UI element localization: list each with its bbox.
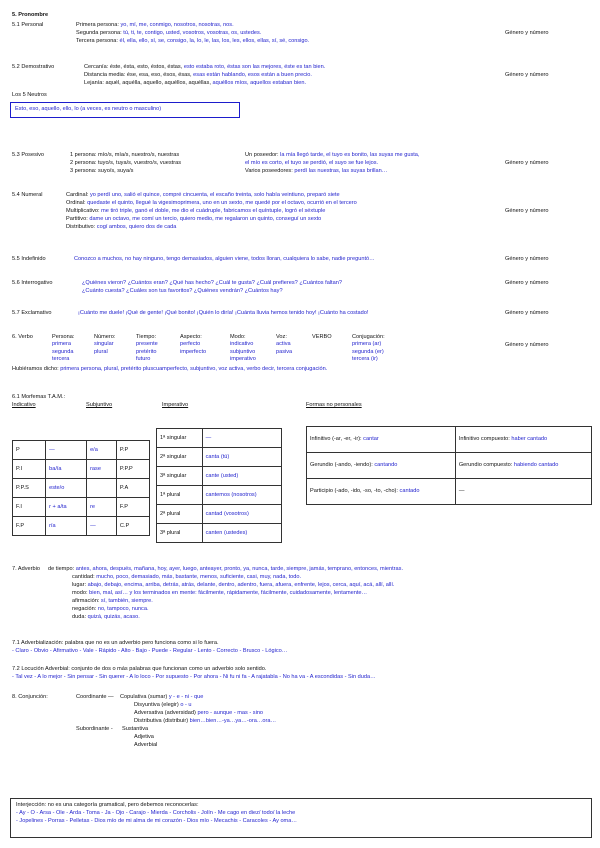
table-cell: cante (usted) — [202, 467, 281, 486]
interrogativo-l1: ¿Quiénes vieron? ¿Cuántos eran? ¿Qué has hecho? ¿Cuál te gusta? ¿Cuál prefieres? ¿Cuántos faltan? — [82, 280, 342, 286]
verbo-col-item: singular — [94, 341, 114, 348]
table-cell — [455, 427, 591, 453]
personal-p2 — [76, 30, 261, 37]
pos-r1-label: Un poseedor: — [245, 152, 279, 158]
verbo-col-item: plural — [94, 348, 108, 355]
np-label: Gerundio compuesto: — [458, 462, 513, 468]
verbo-col-title: Persona: — [52, 334, 75, 340]
verbo-col-item: segunda — [52, 348, 74, 355]
table-cell: e/a — [87, 441, 117, 460]
adv-text: no, tampoco, nunca. — [97, 606, 149, 612]
pos-r1 — [245, 152, 419, 159]
adv-tiempo — [48, 566, 403, 573]
demo-c-k: éste, ésta, esto, éstos, éstas, — [109, 64, 183, 70]
pos-r2: el mío es corto, el tuyo se perdió, el suyo se fue lejos. — [245, 160, 379, 166]
conj-c4 — [134, 718, 276, 725]
conj-s2: Adjetiva — [134, 734, 154, 740]
interjeccion-l1: - Ay - O - Arsa - Ole - Arda - Toma - Ja - Ojo - Carajo - Mierda - Corcholis - Jolín - Me cago en diez/ todo/ la leche — [16, 810, 296, 816]
morfemas-no-personales-label: Formas no personales — [306, 402, 362, 408]
locucion-head: 7.2 Locución Adverbial: — [12, 666, 70, 672]
table-cell: canta (tú) — [202, 448, 281, 467]
p2-label: Segunda persona: — [76, 30, 122, 36]
pos-r3 — [245, 168, 387, 175]
conj-c1 — [120, 694, 203, 701]
p1-label: Primera persona: — [76, 22, 119, 28]
num-mu-text: me tiró triple, ganó el doble, me dio el cuádruple, fabricamos el quíntuple, logró el séxtuple — [101, 208, 326, 214]
table-cell: C.P — [116, 517, 149, 536]
table-cell: 2ª plural — [157, 505, 203, 524]
verbo-col-numero — [94, 334, 115, 356]
table-cell: F.I — [13, 498, 46, 517]
interjeccion-l2: - Jopelines - Porras - Pelletas - Dios mío de mi alma de mi corazón - Dios mío - Mecachis - Caracoles - Ay oma… — [16, 818, 297, 824]
adv-text: antes, ahora, después, mañana, hoy, ayer, luego, anteayer, pronto, ya, nunca, tarde, siempre, jamás, temprano, entonces, mientras. — [75, 566, 404, 572]
demo-m-k: ése, esa, eso, ésos, ésas, — [126, 72, 192, 78]
indefinido-right: Género y número — [505, 256, 549, 262]
conj-label: Copulativa (sumar) — [120, 694, 168, 700]
pos-l1: 1 persona: mío/s, mía/s, nuestro/s, nuestras — [70, 152, 180, 158]
verbo-col-title: Conjugación: — [352, 334, 385, 340]
table-cell — [455, 453, 591, 479]
adv-text: mucho, poco, demasiado, más, bastante, menos, suficiente, casi, muy, nada, todo. — [96, 574, 302, 580]
no-personales-table — [306, 426, 592, 505]
adverbializacion-list: - Claro - Obvio - Afirmativo - Vale - Rápido - Alto - Bajo - Puede - Regular - Lento - Correcto - Brusco - Lógico… — [12, 648, 288, 654]
table-cell: 1ª singular — [157, 429, 203, 448]
pos-r3-text: perdí las nuestras, las suyas brillan… — [294, 168, 388, 174]
table-cell — [307, 479, 456, 505]
demo-media — [84, 72, 312, 79]
num-ordinal — [66, 200, 357, 207]
conj-c2 — [134, 702, 192, 709]
verbo-col-item: activa — [276, 341, 291, 348]
verbo-col-title: Tiempo: — [136, 334, 156, 340]
verbo-col-item: tercera (ir) — [352, 356, 378, 363]
indefinido-text: Conozco a muchos, no hay ninguno, tengo demasiados, alguien viene, todos lloran, cualquiera lo sabe, nadie preguntó… — [74, 256, 375, 262]
conj-coordinante: Coordinante — — [76, 694, 114, 700]
adv-label: cantidad: — [72, 574, 95, 580]
table-cell: ba/ía — [46, 460, 87, 479]
num-d-label: Distributivo: — [66, 224, 96, 230]
pos-r3-label: Varios poseedores: — [245, 168, 293, 174]
conj-s1: Sustantiva — [122, 726, 149, 732]
table-cell: P.P.S — [13, 479, 46, 498]
exclamativo-text: ¡Cuánto me duele! ¡Qué de gente! ¡Qué bonito! ¡Quién lo diría! ¡Cuánta lluvia hemos tenido hoy! ¡Cuánto ha costado! — [78, 310, 369, 316]
table-cell: — — [87, 517, 117, 536]
verbo-col-item: imperfecto — [180, 348, 207, 355]
neutros-text: Esto, eso, aquello, ello, lo (a veces, es neutro o masculino) — [15, 106, 162, 112]
table-cell: F.P — [13, 517, 46, 536]
demo-m-b: esas están hablando, esos están a buen precio. — [193, 72, 312, 78]
adverbio-head: 7. Adverbio — [12, 566, 40, 572]
adv-label: modo: — [72, 590, 88, 596]
demo-cercania — [84, 64, 325, 71]
num-multiplicativo — [66, 208, 325, 215]
verbo-col-item: primera (ar) — [352, 341, 382, 348]
table-cell: 1ª plural — [157, 486, 203, 505]
verbo-col-title: Aspecto: — [180, 334, 202, 340]
posesivo-head: 5.3 Posesivo — [12, 152, 45, 158]
demo-l-label: Lejanía: — [84, 80, 104, 86]
demostrativo-head: 5.2 Demostrativo — [12, 64, 55, 70]
table-row — [13, 460, 150, 479]
adverbializacion-line — [12, 640, 219, 647]
verbo-col-aspecto — [180, 334, 206, 356]
posesivo-right: Género y número — [505, 160, 549, 166]
table-cell: este/o — [46, 479, 87, 498]
np-label: Gerundio (-ando, -iendo): — [310, 462, 373, 468]
num-c-label: Cardinal: — [66, 192, 89, 198]
verbo-example — [12, 366, 327, 373]
table-row — [307, 427, 592, 453]
table-cell — [455, 479, 591, 505]
table-row — [157, 467, 282, 486]
table-cell — [87, 479, 117, 498]
table-row — [157, 486, 282, 505]
adverbializacion-desc: palabra que no es un adverbio pero funciona como si lo fuera. — [64, 640, 219, 646]
np-value: haber cantado — [511, 436, 548, 442]
demo-m-label: Distancia media: — [84, 72, 126, 78]
adv-duda — [72, 614, 140, 621]
verbo-col-conjugacion — [352, 334, 385, 364]
p3-text: él, ella, ello, sí, se, consigo, la, lo, le, las, los, les, ellos, ellas, sí, sé, consigo. — [119, 38, 310, 44]
interrogativo-head: 5.6 Interrogativo — [12, 280, 53, 286]
morfemas-imperativo-label: Imperativo — [162, 402, 189, 408]
table-cell: r + a/ta — [46, 498, 87, 517]
personal-head: 5.1 Personal — [12, 22, 44, 28]
adv-label: negación: — [72, 606, 97, 612]
np-value: cantando — [374, 462, 398, 468]
table-row — [157, 524, 282, 543]
table-row — [157, 429, 282, 448]
table-cell: F.P — [116, 498, 149, 517]
demo-lejania — [84, 80, 306, 87]
p2-text: tú, ti, te, contigo, usted, vosotros, vosotras, os, ustedes. — [123, 30, 262, 36]
num-distributivo — [66, 224, 176, 231]
verbo-col-item: imperativo — [230, 356, 256, 363]
demo-c-label: Cercanía: — [84, 64, 109, 70]
demo-c-b: esto estaba roto, éstas son las mejores, éste es tan bien. — [183, 64, 326, 70]
conj-s3: Adverbial — [134, 742, 158, 748]
demostrativo-right: Género y número — [505, 72, 549, 78]
morfemas-indicativo-label: Indicativo — [12, 402, 36, 408]
demo-l-k: aquél, aquélla, aquello, aquéllos, aquéllas, — [105, 80, 211, 86]
table-cell: 3ª plural — [157, 524, 203, 543]
np-label: Infinitivo compuesto: — [458, 436, 510, 442]
conj-label: Distributiva (distribuir) — [134, 718, 189, 724]
verbo-col-title: Modo: — [230, 334, 246, 340]
table-cell: re — [87, 498, 117, 517]
num-o-label: Ordinal: — [66, 200, 86, 206]
indicativo-table — [12, 440, 150, 536]
num-o-text: quedaste el quinto, llegué la vigesimoprimera, uno en un sexto, me quedé por el octavo, ocurrió en el tercero — [87, 200, 357, 206]
np-value: cantar — [363, 436, 379, 442]
num-p-text: dame un octavo, me comí un tercio, quiero medio, me regalaron un quinto, conseguí un sexto — [89, 216, 322, 222]
table-cell — [307, 453, 456, 479]
np-label: Participio (-ado, -ido, -so, -to, -cho): — [310, 488, 398, 494]
verbo-col-title: VERBO — [312, 334, 332, 340]
verbo-col-item: presente — [136, 341, 158, 348]
adv-label: de tiempo: — [48, 566, 75, 572]
conj-text: bien…bien…-ya…ya…-ora…ora… — [189, 718, 277, 724]
np-label: Infinitivo (-ar, -er, -ir): — [310, 436, 362, 442]
table-row — [13, 441, 150, 460]
table-cell: cantad (vosotros) — [202, 505, 281, 524]
numeral-right: Género y número — [505, 208, 549, 214]
verbo-col-title: Voz: — [276, 334, 287, 340]
verbo-col-item: futuro — [136, 356, 151, 363]
adv-text: bien, mal, así… y los terminados en mente: — [89, 590, 197, 596]
conj-label: Adversativa (adversidad) — [134, 710, 196, 716]
verbo-col-item: pasiva — [276, 348, 293, 355]
adv-text: sí, también, siempre. — [100, 598, 153, 604]
imperativo-table — [156, 428, 282, 543]
adv-text: quizá, quizás, acaso. — [87, 614, 140, 620]
exclamativo-right: Género y número — [505, 310, 549, 316]
verbo-col-persona — [52, 334, 74, 364]
num-cardinal — [66, 192, 340, 199]
table-cell: cantemos (nosotros) — [202, 486, 281, 505]
conjuncion-head: 8. Conjunción: — [12, 694, 48, 700]
section-title-pronombre: 5. Pronombre — [12, 12, 49, 18]
pos-l2: 2 persona: tuyo/s, tuya/s, vuestro/s, vuestras — [70, 160, 181, 166]
table-cell: 2ª singular — [157, 448, 203, 467]
personal-p3 — [76, 38, 309, 45]
verbo-col-item: perfecto — [180, 341, 201, 348]
adv-label: duda: — [72, 614, 86, 620]
table-row — [307, 453, 592, 479]
p3-label: Tercera persona: — [76, 38, 118, 44]
p1-text: yo, mí, me, conmigo, nosotros, nosotras, nos. — [120, 22, 234, 28]
table-row — [13, 517, 150, 536]
np-value: cantado — [399, 488, 420, 494]
table-cell: P — [13, 441, 46, 460]
np-value: habiendo cantado — [513, 462, 559, 468]
conj-subordinante: Subordinante - — [76, 726, 113, 732]
table-cell — [307, 427, 456, 453]
table-cell: — — [202, 429, 281, 448]
demo-l-b: aquéllos míos, aquellos estaban bien. — [212, 80, 307, 86]
conj-c3 — [134, 710, 263, 717]
interrogativo-l2: ¿Cuánto cuesta? ¿Cuáles son tus favoritos? ¿Quiénes vendrán? ¿Cuántos hay? — [82, 288, 283, 294]
num-partitivo — [66, 216, 321, 223]
adverbializacion-head: 7.1 Adverbialización: — [12, 640, 64, 646]
indefinido-head: 5.5 Indefinido — [12, 256, 46, 262]
adv-text: fácilmente, rápidamente, fácilmente, cuidadosamente, lentamente… — [198, 590, 368, 596]
verbo-col-item: tercera — [52, 356, 70, 363]
verbo-col-item: pretérito — [136, 348, 157, 355]
table-row — [13, 479, 150, 498]
adv-label: lugar: — [72, 582, 86, 588]
table-cell: — — [46, 441, 87, 460]
verbo-example-label: Hubiéramos dicho: — [12, 366, 59, 372]
morfemas-subjuntivo-label: Subjuntivo — [86, 402, 113, 408]
adv-cantidad — [72, 574, 301, 581]
locucion-desc: conjunto de dos o más palabras que funcionan como un adverbio solo sentido. — [71, 666, 267, 672]
neutros-head: Los 5 Neutros — [12, 92, 47, 98]
table-row — [307, 479, 592, 505]
table-row — [157, 505, 282, 524]
verbo-col-item: subjuntivo — [230, 348, 256, 355]
exclamativo-head: 5.7 Exclamativo — [12, 310, 52, 316]
verbo-col-item: indicativo — [230, 341, 254, 348]
locucion-list: - Tal vez - A lo mejor - Sin pensar - Sin querer - A lo loco - Por supuesto - Por ahora - Ni fu ni fa - A rajatabla - No ha va - A escondidas - Sin duda… — [12, 674, 376, 680]
num-d-text: cogí ambos, quiero dos de cada — [96, 224, 177, 230]
pos-l3: 3 persona: suyo/s, suya/s — [70, 168, 134, 174]
verbo-example-text: primera persona, plural, pretérito pluscuamperfecto, subjuntivo, voz activa, verbo decir, tercera conjugación. — [60, 366, 328, 372]
verbo-head: 6. Verbo — [12, 334, 33, 340]
table-cell: P.A — [116, 479, 149, 498]
table-row — [13, 498, 150, 517]
conj-text: o - u — [180, 702, 192, 708]
adv-afirmacion — [72, 598, 153, 605]
adv-text: abajo, debajo, encima, arriba, detrás, atrás, delante, dentro, adentro, fuera, afuera, enfrente, lejos, cerca, aquí, acá, allí, allí. — [87, 582, 395, 588]
pos-r1-text: la mía llegó tarde, el tuyo es bonito, las suyas me gusta, — [280, 152, 420, 158]
conj-text: y - e - ni - que — [168, 694, 204, 700]
personal-right: Género y número — [505, 30, 549, 36]
verbo-col-tiempo — [136, 334, 158, 364]
np-label: — — [458, 488, 465, 494]
table-cell: ría — [46, 517, 87, 536]
locucion-line — [12, 666, 266, 673]
verbo-col-item: primera — [52, 341, 71, 348]
numeral-head: 5.4 Numeral — [12, 192, 43, 198]
conj-label: Disyuntiva (elegir) — [134, 702, 179, 708]
table-row — [157, 448, 282, 467]
interrogativo-right: Género y número — [505, 280, 549, 286]
adv-modo — [72, 590, 367, 597]
conj-text: pero - aunque - mas - sino — [197, 710, 264, 716]
adv-negacion — [72, 606, 149, 613]
num-p-label: Partitivo: — [66, 216, 88, 222]
table-cell: 3ª singular — [157, 467, 203, 486]
verbo-col-item: segunda (er) — [352, 348, 384, 355]
interjeccion-head: Interjección: no es una categoría gramatical, pero debemos reconocerlas: — [16, 802, 199, 808]
adv-label: afirmación: — [72, 598, 100, 604]
table-cell: P.I — [13, 460, 46, 479]
verbo-right: Género y número — [505, 342, 549, 348]
morfemas-head: 6.1 Morfemas T.A.M.: — [12, 394, 66, 400]
table-cell: P.P.P — [116, 460, 149, 479]
adv-lugar — [72, 582, 394, 589]
table-cell: rase — [87, 460, 117, 479]
table-cell: P.P — [116, 441, 149, 460]
verbo-col-modo — [230, 334, 256, 364]
personal-p1 — [76, 22, 234, 29]
verbo-col-voz — [276, 334, 292, 356]
num-c-text: yo perdí uno, salió el quince, compré cincuenta, el escaño treinta, solo había veintiuno, preparó siete — [89, 192, 340, 198]
num-mu-label: Multiplicativo: — [66, 208, 100, 214]
verbo-col-title: Número: — [94, 334, 116, 340]
table-cell: canten (ustedes) — [202, 524, 281, 543]
verbo-col-verbo — [312, 334, 332, 341]
